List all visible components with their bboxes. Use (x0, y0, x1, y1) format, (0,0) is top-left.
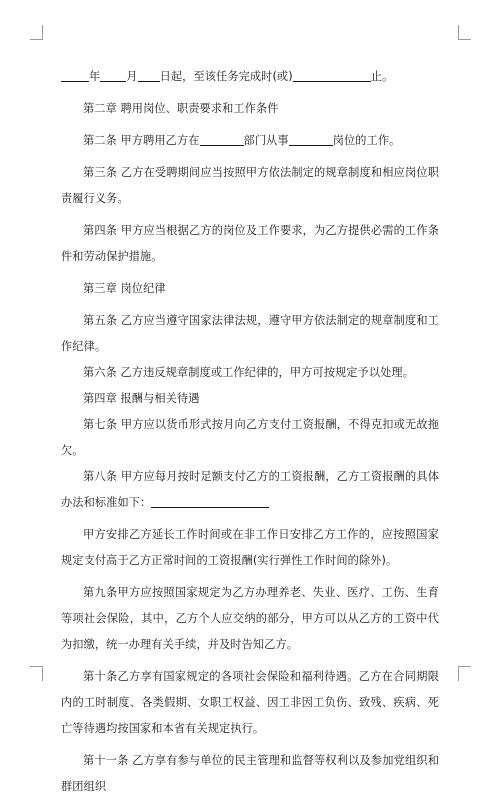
article-11: 第十一条 乙方享有参与单位的民主管理和监督等权利以及参加党组织和群团组织 (61, 754, 439, 793)
crop-mark-bottom-left (30, 666, 43, 681)
blank-position (289, 133, 333, 146)
blank-end-condition (293, 69, 371, 82)
contract-body (61, 64, 439, 800)
blank-year (61, 69, 89, 82)
article-5: 第五条 乙方应当遵守国家法律法规，遵守甲方依法制定的规章制度和工作纪律。 (61, 314, 439, 353)
article-6: 第六条 乙方违反规章制度或工作纪律的，甲方可按规定予以处理。 (83, 366, 414, 379)
chapter-4-heading: 第四章 报酬与相关待遇 (83, 392, 200, 405)
chapter-3-heading: 第三章 岗位纪律 (83, 282, 166, 295)
article-4: 第四条 甲方应当根据乙方的岗位及工作要求，为乙方提供必需的工作条件和劳动保护措施。 (61, 224, 439, 263)
blank-salary-standard (151, 495, 269, 508)
crop-mark-top-right (458, 25, 471, 40)
term-end-line: 年 月 日起，至该任务完成时(或) 止。 (61, 64, 439, 90)
article-3: 第三条 乙方在受聘期间应当按照甲方依法制定的规章制度和相应岗位职责履行义务。 (61, 166, 439, 205)
article-7: 第七条 甲方应以货币形式按月向乙方支付工资报酬，不得克扣或无故拖欠。 (61, 418, 439, 457)
blank-month (100, 69, 126, 82)
crop-mark-top-left (30, 25, 43, 40)
overtime-paragraph: 甲方安排乙方延长工作时间或在非工作日安排乙方工作的，应按照国家规定支付高于乙方正常时间的工资报酬(实行弹性工作时间的除外)。 (61, 528, 439, 567)
crop-mark-bottom-right (458, 666, 471, 681)
blank-department (200, 133, 244, 146)
blank-day (138, 69, 160, 82)
article-8: 第八条 甲方应每月按时足额支付乙方的工资报酬，乙方工资报酬的具体办法和标准如下： (61, 470, 439, 509)
article-9: 第九条甲方应按照国家规定为乙方办理养老、失业、医疗、工伤、生育等项社会保险，其中，乙方个人应交纳的部分，甲方可以从乙方的工资中代为扣缴，统一办理有关手续，并及时告知乙方。 (61, 586, 439, 651)
chapter-2-heading: 第二章 聘用岗位、职责要求和工作条件 (83, 102, 279, 115)
article-10: 第十条乙方享有国家规定的各项社会保险和福利待遇。乙方在合同期限内的工时制度、各类假期、女职工权益、因工非因工负伤、致残、疾病、死亡等待遇均按国家和本省有关规定执行。 (61, 670, 439, 735)
article-2: 第二条 甲方聘用乙方在 部门从事 岗位的工作。 (83, 134, 401, 147)
